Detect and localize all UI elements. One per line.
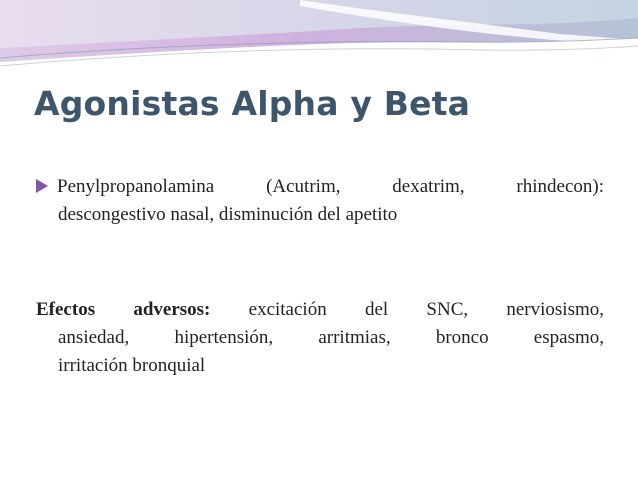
adverse-line-1	[36, 296, 604, 324]
adverse-line-2: ansiedad, hipertensión, arritmias, bronco espasmo,	[58, 327, 604, 348]
adverse-effects-paragraph	[36, 296, 604, 380]
adverse-line-1-text: excitación del SNC, nerviosismo,	[210, 299, 604, 320]
slide-title: Agonistas Alpha y Beta	[34, 84, 471, 123]
header-decoration	[0, 0, 638, 80]
adverse-effects-label: Efectos adversos:	[36, 299, 211, 320]
adverse-line-3: irritación bronquial	[58, 355, 206, 376]
bullet-line-1-text: Penylpropanolamina (Acutrim, dexatrim, rhindecon):	[57, 176, 604, 197]
bullet-line-1	[36, 173, 604, 201]
bullet-line-2: descongestivo nasal, disminución del apetito	[58, 204, 398, 225]
diamond-bullet-icon	[36, 179, 48, 193]
bullet-paragraph	[36, 173, 604, 229]
